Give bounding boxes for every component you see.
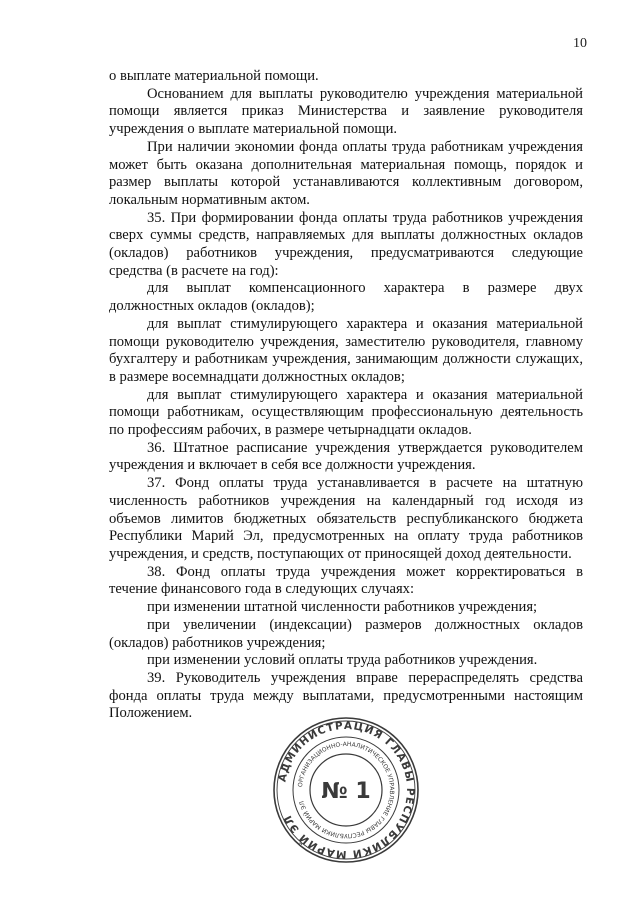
- seal-inner-text: ОРГАНИЗАЦИОННО-АНАЛИТИЧЕСКОЕ УПРАВЛЕНИЕ ГЛАВЫ РЕСПУБЛИКИ МАРИЙ ЭЛ: [297, 740, 396, 840]
- document-body: [109, 68, 583, 723]
- seal-number: № 1: [321, 779, 371, 804]
- paragraph: о выплате материальной помощи.: [109, 68, 319, 84]
- paragraph: при изменении штатной численности работников учреждения;: [147, 599, 538, 616]
- paragraph: Основанием для выплаты руководителю учреждения материальной помощи является приказ Министерства и заявление руководителя учреждения о выплате материальной помощи.: [109, 85, 583, 138]
- official-seal: [272, 716, 420, 864]
- paragraph: При наличии экономии фонда оплаты труда работникам учреждения может быть оказана дополнительная материальная помощь, порядок и размер выплаты которой устанавливаются коллективным договором, локальным нормативным актом.: [109, 138, 583, 208]
- paragraph: при увеличении (индексации) размеров должностных окладов (окладов) работников учреждения;: [109, 616, 583, 651]
- paragraph-item-39: 39. Руководитель учреждения вправе перераспределять средства фонда оплаты труда между выплатами, предусмотренными настоящим Положением.: [109, 669, 583, 722]
- page-number: 10: [573, 36, 587, 51]
- paragraph: для выплат компенсационного характера в размере двух должностных окладов (окладов);: [109, 280, 583, 315]
- paragraph-item-36: 36. Штатное расписание учреждения утверждается руководителем учреждения и включает в себя все должности учреждения.: [109, 439, 583, 474]
- paragraph: для выплат стимулирующего характера и оказания материальной помощи руководителю учреждения, заместителю руководителя, главному бухгалтеру и работникам учреждения, занимающим должности служащих, в размере восемнадцати должностных окладов;: [109, 315, 583, 385]
- paragraph-item-37: 37. Фонд оплаты труда устанавливается в расчете на штатную численность работников учреждения на календарный год исходя из объемов лимитов бюджетных обязательств республиканского бюджета Республики Марий Эл, предусмотренных на оплату труда работников учреждения, и средств, поступающих от приносящей доход деятельности.: [109, 475, 583, 562]
- seal-outer-text: АДМИНИСТРАЦИЯ ГЛАВЫ РЕСПУБЛИКИ МАРИЙ ЭЛ: [276, 719, 417, 861]
- paragraph: для выплат стимулирующего характера и оказания материальной помощи работникам, осуществляющим профессиональную деятельность по профессиям рабочих, в размере четырнадцати окладов.: [109, 386, 583, 439]
- paragraph-item-35: 35. При формировании фонда оплаты труда работников учреждения сверх суммы средств, направляемых для выплаты должностных окладов (окладов) работников учреждения, предусматриваются следующие средства (в расчете на год):: [109, 209, 583, 279]
- paragraph-item-38: 38. Фонд оплаты труда учреждения может корректироваться в течение финансового года в следующих случаях:: [109, 563, 583, 598]
- paragraph: при изменении условий оплаты труда работников учреждения.: [147, 652, 538, 669]
